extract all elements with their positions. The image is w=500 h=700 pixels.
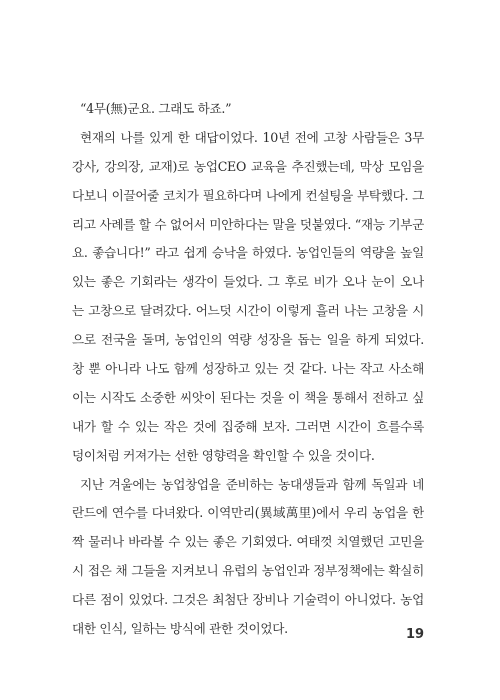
text-line: 현재의 나를 있게 한 대답이었다. 10년 전에 고창 사람들은 3무 — [80, 129, 424, 145]
text-line: 는 고창으로 달려갔다. 어느덧 시간이 이렇게 흘러 나는 고창을 시 — [72, 303, 424, 319]
text-line: 짝 물러나 바라볼 수 있는 좋은 기회였다. 여태껏 치열했던 고민을 — [72, 534, 424, 550]
text-line: 다른 점이 있었다. 그것은 최첨단 장비나 기술력이 아니었다. 농업 — [72, 592, 424, 608]
text-line: 있는 좋은 기회라는 생각이 들었다. 그 후로 비가 오나 눈이 오나 — [72, 274, 424, 290]
page-number: 19 — [406, 627, 425, 642]
text-line: 요. 좋습니다!” 라고 쉽게 승낙을 하였다. 농업인들의 역량을 높일 — [72, 245, 424, 261]
quote-line: “4무(無)군요. 그래도 하죠.” — [80, 101, 232, 116]
text-line: 란드에 연수를 다녀왔다. 이역만리(異域萬里)에서 우리 농업을 한 — [72, 505, 424, 521]
text-line: 내가 할 수 있는 작은 것에 집중해 보자. 그러면 시간이 흐를수록 — [72, 418, 424, 434]
text-line: 다보니 이끌어줄 코치가 필요하다며 나에게 컨설팅을 부탁했다. 그 — [72, 187, 424, 203]
text-line: 창 뿐 아니라 나도 함께 성장하고 있는 것 같다. 나는 작고 사소해 — [72, 361, 424, 377]
text-line: 으로 전국을 돌며, 농업인의 역량 성장을 돕는 일을 하게 되었다. — [72, 332, 424, 348]
text-line: 강사, 강의장, 교재)로 농업CEO 교육을 추진했는데, 막상 모임을 — [72, 158, 424, 174]
text-line: 지난 겨울에는 농업창업을 준비하는 농대생들과 함께 독일과 네 — [80, 476, 424, 492]
text-line: 시 접은 채 그들을 지켜보니 유럽의 농업인과 정부정책에는 확실히 — [72, 563, 424, 579]
text-line: 리고 사례를 할 수 없어서 미안하다는 말을 덧붙였다. “재능 기부군 — [72, 216, 424, 232]
text-line: 이는 시작도 소중한 씨앗이 된다는 것을 이 책을 통해서 전하고 싶 — [72, 389, 424, 405]
body-text — [72, 95, 424, 644]
text-line: 대한 인식, 일하는 방식에 관한 것이었다. — [72, 621, 288, 637]
text-line: 덩이처럼 커져가는 선한 영향력을 확인할 수 있을 것이다. — [72, 447, 375, 463]
